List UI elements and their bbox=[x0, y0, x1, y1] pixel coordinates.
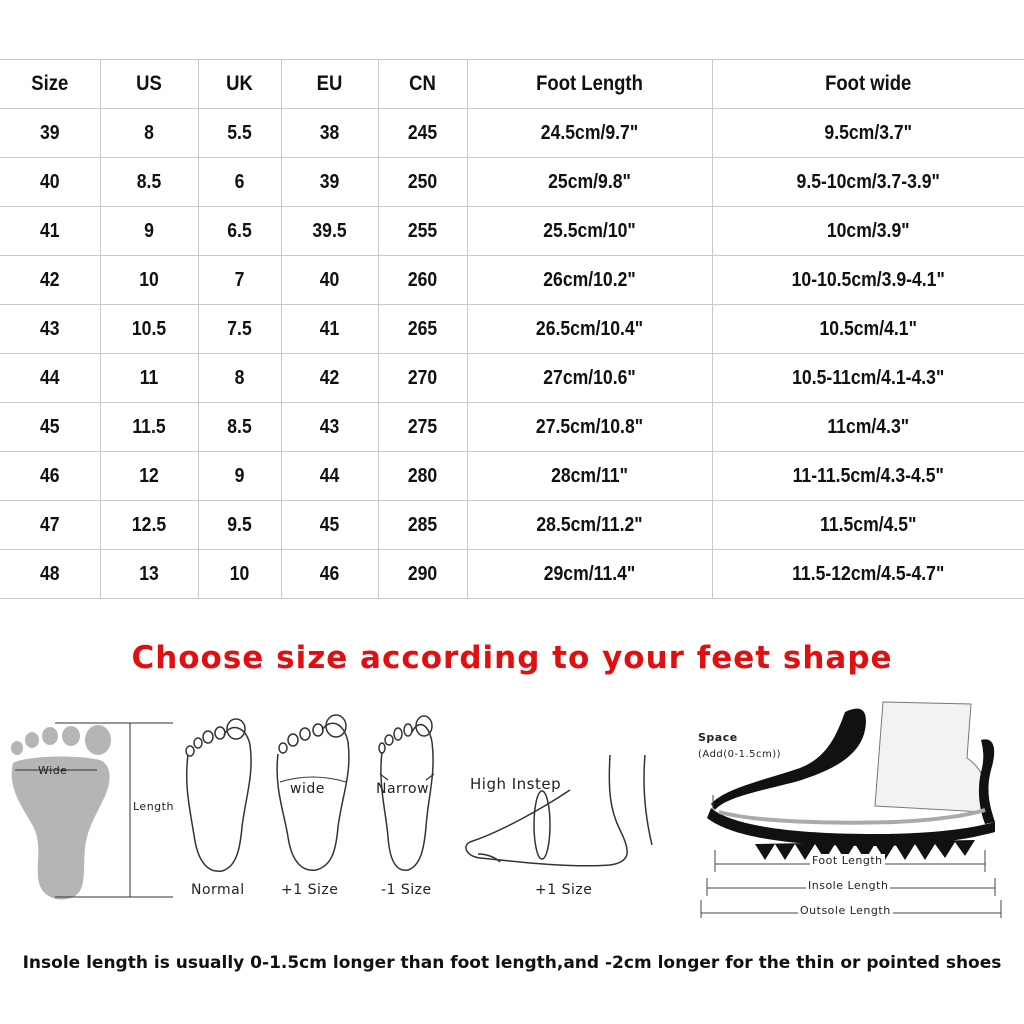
cell-foot-length: 26cm/10.2" bbox=[482, 256, 698, 305]
cell-foot-length: 28.5cm/11.2" bbox=[482, 501, 698, 550]
cell-cn: 265 bbox=[383, 305, 461, 354]
cell-foot-wide: 11cm/4.3" bbox=[731, 403, 1006, 452]
header-foot-length: Foot Length bbox=[482, 60, 698, 109]
cell-foot-length: 26.5cm/10.4" bbox=[482, 305, 698, 354]
cell-size: 45 bbox=[6, 403, 94, 452]
header-uk: UK bbox=[203, 60, 276, 109]
cell-size: 47 bbox=[6, 501, 94, 550]
cell-foot-wide: 11.5-12cm/4.5-4.7" bbox=[731, 550, 1006, 599]
cell-eu: 38 bbox=[287, 109, 372, 158]
table-row bbox=[0, 354, 1024, 403]
cell-uk: 8 bbox=[203, 354, 276, 403]
normal-foot-icon bbox=[180, 715, 260, 875]
cell-cn: 260 bbox=[383, 256, 461, 305]
cell-eu: 44 bbox=[287, 452, 372, 501]
space-label: Space bbox=[698, 731, 738, 744]
cell-size: 46 bbox=[6, 452, 94, 501]
cell-uk: 6.5 bbox=[203, 207, 276, 256]
space-sub-label: (Add(0-1.5cm)) bbox=[698, 749, 782, 760]
table-row bbox=[0, 207, 1024, 256]
table-row bbox=[0, 452, 1024, 501]
header-eu: EU bbox=[287, 60, 372, 109]
insole-length-label: Insole Length bbox=[808, 879, 889, 892]
cell-uk: 7.5 bbox=[203, 305, 276, 354]
size-guide-heading: Choose size according to your feet shape bbox=[131, 640, 893, 676]
cell-foot-length: 27.5cm/10.8" bbox=[482, 403, 698, 452]
cell-foot-wide: 10-10.5cm/3.9-4.1" bbox=[731, 256, 1006, 305]
cell-size: 40 bbox=[6, 158, 94, 207]
cell-size: 43 bbox=[6, 305, 94, 354]
cell-cn: 270 bbox=[383, 354, 461, 403]
cell-us: 10 bbox=[106, 256, 192, 305]
size-chart-table bbox=[0, 59, 1024, 599]
cell-cn: 280 bbox=[383, 452, 461, 501]
cell-foot-wide: 9.5-10cm/3.7-3.9" bbox=[731, 158, 1006, 207]
cell-foot-length: 25.5cm/10" bbox=[482, 207, 698, 256]
cell-size: 42 bbox=[6, 256, 94, 305]
cell-cn: 285 bbox=[383, 501, 461, 550]
cell-foot-length: 27cm/10.6" bbox=[482, 354, 698, 403]
narrow-foot-label: Narrow bbox=[376, 781, 430, 797]
cell-cn: 255 bbox=[383, 207, 461, 256]
narrow-caption: -1 Size bbox=[381, 882, 432, 898]
cell-foot-wide: 10.5-11cm/4.1-4.3" bbox=[731, 354, 1006, 403]
cell-size: 41 bbox=[6, 207, 94, 256]
cell-uk: 5.5 bbox=[203, 109, 276, 158]
insole-note: Insole length is usually 0-1.5cm longer than foot length,and -2cm longer for the thin or pointed shoes bbox=[22, 953, 1002, 973]
wide-label: Wide bbox=[38, 764, 68, 777]
cell-eu: 45 bbox=[287, 501, 372, 550]
cell-foot-wide: 10.5cm/4.1" bbox=[731, 305, 1006, 354]
cell-uk: 9.5 bbox=[203, 501, 276, 550]
cell-foot-wide: 10cm/3.9" bbox=[731, 207, 1006, 256]
cell-us: 12.5 bbox=[106, 501, 192, 550]
cell-us: 9 bbox=[106, 207, 192, 256]
cell-us: 12 bbox=[106, 452, 192, 501]
header-cn: CN bbox=[383, 60, 461, 109]
cell-uk: 6 bbox=[203, 158, 276, 207]
table-row bbox=[0, 158, 1024, 207]
cell-eu: 41 bbox=[287, 305, 372, 354]
cell-foot-wide: 11.5cm/4.5" bbox=[731, 501, 1006, 550]
cell-foot-wide: 11-11.5cm/4.3-4.5" bbox=[731, 452, 1006, 501]
high-instep-label: High Instep bbox=[470, 775, 562, 793]
cell-eu: 39.5 bbox=[287, 207, 372, 256]
cell-uk: 10 bbox=[203, 550, 276, 599]
wide-caption: +1 Size bbox=[281, 882, 339, 898]
cell-uk: 7 bbox=[203, 256, 276, 305]
cell-us: 11 bbox=[106, 354, 192, 403]
cell-uk: 9 bbox=[203, 452, 276, 501]
header-size: Size bbox=[6, 60, 94, 109]
cell-eu: 42 bbox=[287, 354, 372, 403]
table-row bbox=[0, 256, 1024, 305]
length-label: Length bbox=[133, 800, 174, 813]
cell-uk: 8.5 bbox=[203, 403, 276, 452]
cell-cn: 275 bbox=[383, 403, 461, 452]
header-foot-wide: Foot wide bbox=[731, 60, 1006, 109]
cell-size: 48 bbox=[6, 550, 94, 599]
cell-eu: 43 bbox=[287, 403, 372, 452]
outsole-length-label: Outsole Length bbox=[800, 904, 891, 917]
table-row bbox=[0, 109, 1024, 158]
wide-foot-label: wide bbox=[290, 781, 325, 797]
header-us: US bbox=[106, 60, 192, 109]
foot-length-label: Foot Length bbox=[812, 854, 883, 867]
cell-foot-length: 29cm/11.4" bbox=[482, 550, 698, 599]
cell-eu: 46 bbox=[287, 550, 372, 599]
cell-size: 39 bbox=[6, 109, 94, 158]
table-header-row bbox=[0, 60, 1024, 109]
cell-eu: 40 bbox=[287, 256, 372, 305]
cell-size: 44 bbox=[6, 354, 94, 403]
cell-cn: 290 bbox=[383, 550, 461, 599]
cell-us: 8.5 bbox=[106, 158, 192, 207]
instep-caption: +1 Size bbox=[535, 882, 593, 898]
cell-cn: 245 bbox=[383, 109, 461, 158]
cell-cn: 250 bbox=[383, 158, 461, 207]
high-instep-foot-icon bbox=[460, 750, 660, 880]
cell-foot-length: 28cm/11" bbox=[482, 452, 698, 501]
cell-us: 13 bbox=[106, 550, 192, 599]
table-row bbox=[0, 550, 1024, 599]
cell-foot-length: 25cm/9.8" bbox=[482, 158, 698, 207]
cell-us: 10.5 bbox=[106, 305, 192, 354]
cell-foot-length: 24.5cm/9.7" bbox=[482, 109, 698, 158]
table-row bbox=[0, 501, 1024, 550]
cell-foot-wide: 9.5cm/3.7" bbox=[731, 109, 1006, 158]
table-row bbox=[0, 305, 1024, 354]
cell-eu: 39 bbox=[287, 158, 372, 207]
normal-caption: Normal bbox=[191, 882, 245, 898]
cell-us: 8 bbox=[106, 109, 192, 158]
table-row bbox=[0, 403, 1024, 452]
cell-us: 11.5 bbox=[106, 403, 192, 452]
